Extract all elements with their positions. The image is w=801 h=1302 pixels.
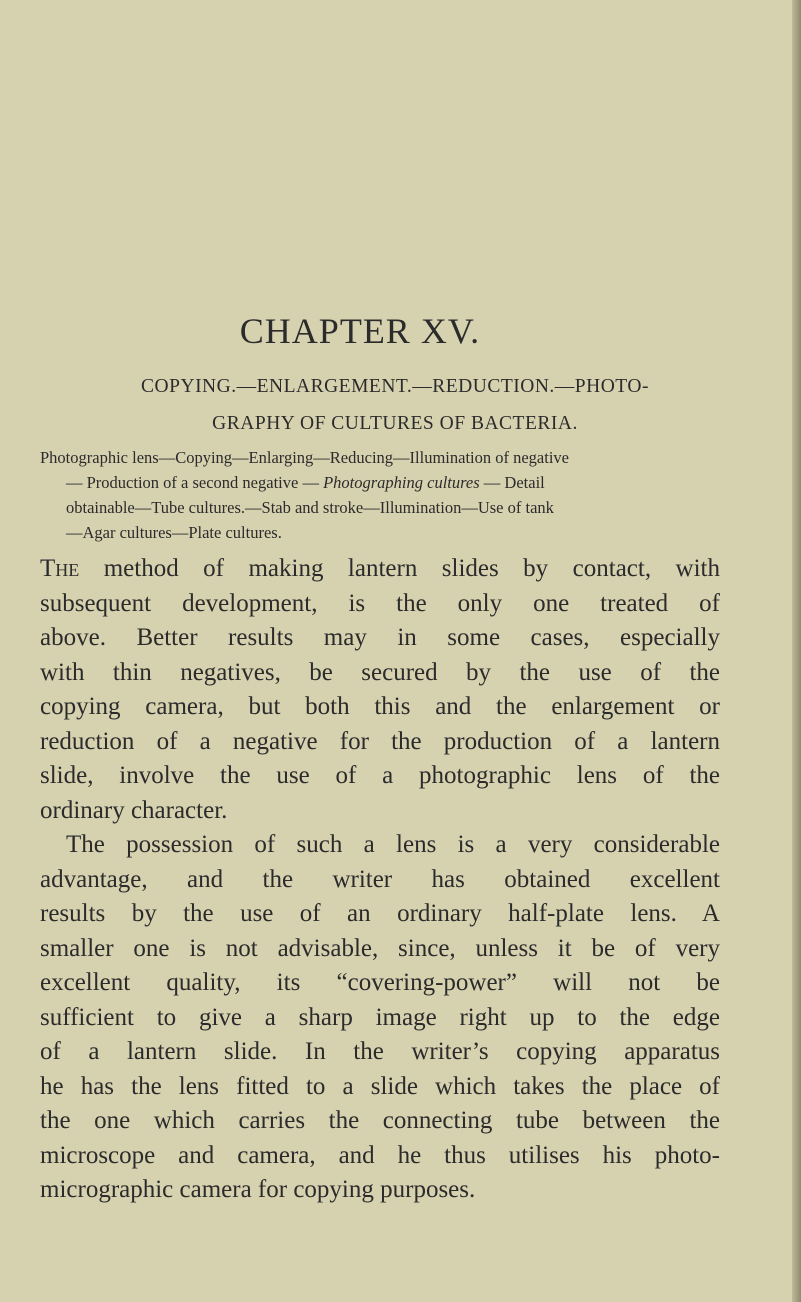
- paragraph-1-line-2: subsequent development, is the only one treated of: [40, 589, 720, 617]
- paragraph-1-line-1-rest: method of making lantern slides by contact, with: [79, 555, 720, 582]
- chapter-subtitle: [60, 368, 730, 442]
- paragraph-2-line-9: the one which carries the connecting tube between the: [40, 1107, 720, 1134]
- subtitle-line-1: COPYING.—ENLARGEMENT.—REDUCTION.—PHOTO-: [141, 376, 649, 397]
- paragraph-2-line-8: he has the lens fitted to a slide which takes the place of: [40, 1072, 720, 1100]
- paragraph-1-line-1: [40, 552, 720, 587]
- body-text: [40, 552, 720, 1208]
- summary-line-2-a: — Production of a second negative —: [66, 473, 324, 492]
- paragraph-1-line-8: ordinary character.: [40, 796, 228, 824]
- paragraph-1-line-6: reduction of a negative for the production of a lantern: [40, 727, 720, 755]
- paragraph-1-line-7: slide, involve the use of a photographic lens of the: [40, 762, 720, 789]
- paragraph-1-line-5: copying camera, but both this and the enlargement or: [40, 693, 720, 720]
- summary-line-3: obtainable—Tube cultures.—Stab and stroke—Illumination—Use of tank: [66, 498, 554, 517]
- paragraph-lead-word: The: [40, 555, 80, 582]
- summary-line-1: Photographic lens—Copying—Enlarging—Reducing—Illumination of negative: [40, 448, 569, 467]
- summary-line-2: [40, 470, 720, 495]
- paragraph-2-line-1: The possession of such a lens is a very considerable: [66, 831, 720, 858]
- page-edge-shadow: [792, 0, 801, 1302]
- paragraph-2-line-4: smaller one is not advisable, since, unless it be of very: [40, 934, 720, 962]
- paragraph-2-line-2: advantage, and the writer has obtained excellent: [40, 865, 720, 893]
- summary-italic-phrase: Photographing cultures: [323, 473, 480, 492]
- paragraph-2-line-3: results by the use of an ordinary half-plate lens. A: [40, 900, 720, 927]
- paragraph-2-line-5: excellent quality, its “covering-power” will not be: [40, 969, 720, 996]
- summary-line-2-c: — Detail: [479, 473, 545, 492]
- summary-line-4: —Agar cultures—Plate cultures.: [66, 523, 282, 542]
- paragraph-2-line-7: of a lantern slide. In the writer’s copying apparatus: [40, 1038, 720, 1065]
- chapter-title: CHAPTER XV.: [239, 311, 481, 351]
- paragraph-2-line-10: microscope and camera, and he thus utilises his photo-: [40, 1141, 720, 1169]
- paragraph-1-line-3: above. Better results may in some cases, especially: [40, 624, 720, 651]
- paragraph-2-line-11: micrographic camera for copying purposes.: [40, 1176, 476, 1203]
- chapter-summary: [40, 445, 720, 545]
- paragraph-1-line-4: with thin negatives, be secured by the use of the: [40, 658, 720, 686]
- paragraph-2-line-6: sufficient to give a sharp image right up to the edge: [40, 1003, 720, 1031]
- subtitle-line-2: GRAPHY OF CULTURES OF BACTERIA.: [212, 413, 578, 434]
